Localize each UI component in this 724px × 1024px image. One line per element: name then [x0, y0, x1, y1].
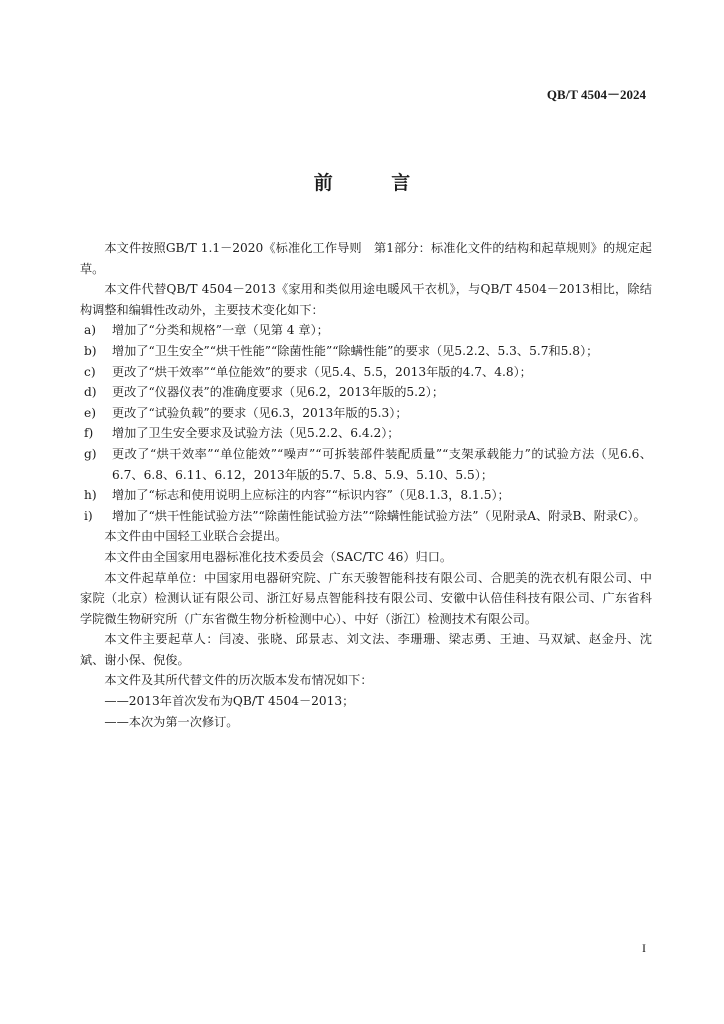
list-item-mark: g) [84, 446, 97, 461]
foreword-body [80, 238, 652, 732]
list-item-text: 更改了“仪器仪表”的准确度要求（见6.2，2013年版的5.2）； [112, 385, 445, 400]
changes-list [80, 320, 652, 526]
paragraph-drafting-rules: 本文件按照GB/T 1.1－2020《标准化工作导则 第1部分：标准化文件的结构和起草规则》的规定起草。 [80, 241, 652, 276]
list-item [80, 423, 652, 444]
list-item-mark: a) [84, 323, 97, 338]
list-item [80, 506, 652, 527]
list-item [80, 485, 652, 506]
list-item-text: 更改了“试验负载”的要求（见6.3，2013年版的5.3）； [112, 405, 408, 420]
list-item-text: 更改了“烘干效率”“单位能效”的要求（见5.4、5.5，2013年版的4.7、4.8）； [112, 364, 532, 379]
list-item [80, 362, 652, 383]
list-item-mark: f) [84, 426, 94, 441]
paragraph-drafting-units: 本文件起草单位：中国家用电器研究院、广东天骏智能科技有限公司、合肥美的洗衣机有限公司、中家院（北京）检测认证有限公司、浙江好易点智能科技有限公司、安徽中认倍佳科技有限公司、广东省科学院微生物研究所（广东省微生物分析检测中心）、中好（浙江）检测技术有限公司。 [80, 570, 652, 626]
history-item: ——本次为第一次修订。 [104, 714, 239, 729]
list-item [80, 382, 652, 403]
list-item-mark: d) [84, 385, 97, 400]
paragraph-replacement: 本文件代替QB/T 4504－2013《家用和类似用途电暖风干衣机》，与QB/T 4504－2013相比，除结构调整和编辑性改动外，主要技术变化如下： [80, 282, 652, 317]
list-item-mark: e) [84, 405, 96, 420]
list-item-text: 更改了“烘干效率”“单位能效”“噪声”“可拆装部件装配质量”“支架承载能力”的试验方法（见6.6、6.7、6.8、6.11、6.12，2013年版的5.7、5.8、5.9、5.10、5.5）； [112, 446, 652, 482]
list-item-mark: b) [84, 343, 97, 358]
list-item [80, 403, 652, 424]
list-item-text: 增加了“烘干性能试验方法”“除菌性能试验方法”“除螨性能试验方法”（见附录A、附录B、附录C）。 [112, 508, 646, 523]
list-item [80, 444, 652, 485]
list-item-text: 增加了“卫生安全”“烘干性能”“除菌性能”“除螨性能”的要求（见5.2.2、5.3、5.7和5.8）； [112, 343, 599, 358]
paragraph-drafters: 本文件主要起草人：闫凌、张晓、邱景志、刘文法、李珊珊、梁志勇、王迪、马双斌、赵金丹、沈斌、谢小保、倪俊。 [80, 632, 652, 667]
paragraph-history-intro: 本文件及其所代替文件的历次版本发布情况如下： [104, 673, 373, 688]
paragraph-managed-by: 本文件由全国家用电器标准化技术委员会（SAC/TC 46）归口。 [104, 549, 453, 564]
list-item-text: 增加了卫生安全要求及试验方法（见5.2.2、6.4.2）； [112, 426, 400, 441]
list-item [80, 320, 652, 341]
paragraph-proposed-by: 本文件由中国轻工业联合会提出。 [104, 529, 288, 544]
list-item-mark: i) [84, 508, 93, 523]
history-item: ——2013年首次发布为QB/T 4504－2013； [104, 694, 355, 709]
page-number: I [642, 941, 646, 955]
list-item-text: 增加了“分类和规格”一章（见第 4 章）； [112, 323, 329, 338]
standard-code: QB/T 4504－2024 [546, 87, 646, 102]
list-item-text: 增加了“标志和使用说明上应标注的内容”“标识内容”（见8.1.3，8.1.5）； [112, 488, 510, 503]
list-item-mark: c) [84, 364, 96, 379]
list-item [80, 341, 652, 362]
list-item-mark: h) [84, 488, 97, 503]
page-title: 前 言 [313, 172, 437, 194]
